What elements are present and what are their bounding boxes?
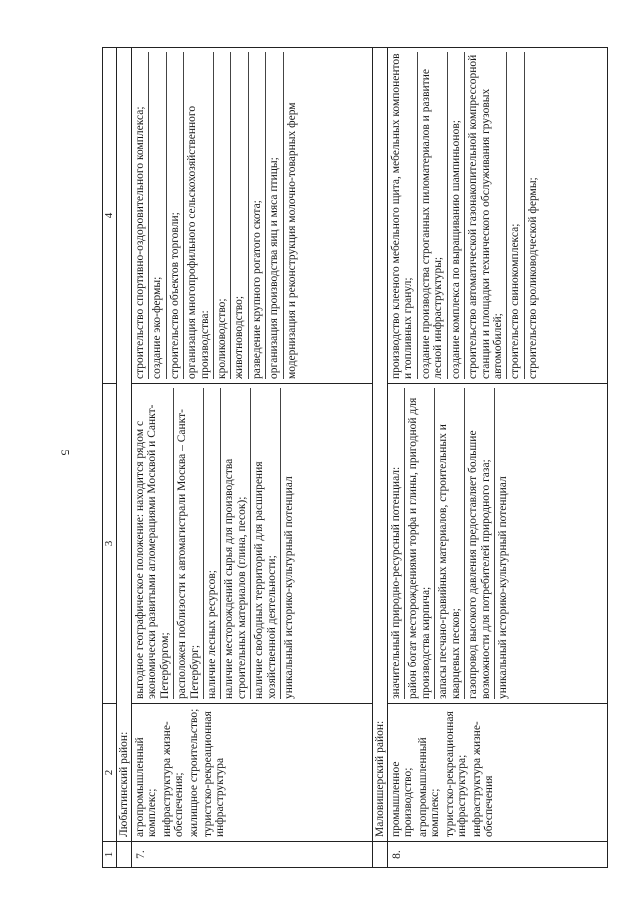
list-item: инфраструктура жизне-обеспечения	[470, 721, 495, 837]
table-row	[132, 48, 373, 868]
list-item: выгодное географическое положение: находится рядом с экономически развитыми агломерациями Москвой и Санкт-Петербургом;	[134, 388, 174, 699]
list-item: инфраструктура жизне-обеспечения;	[160, 721, 186, 837]
list-item: уникальный историко-культурный потенциал	[496, 476, 509, 699]
list-item: агропромышленный комплекс;	[134, 737, 159, 837]
column-header: 4	[103, 48, 117, 384]
list-item: модернизация и реконструкция молочно-товарных ферм	[285, 102, 298, 379]
rotated-table-container	[102, 48, 608, 868]
sectors-cell	[132, 704, 373, 842]
list-item: строительство автоматической газонакопительной компрессорной станции и площадки технического обслуживания грузовых автомобилей;	[467, 52, 507, 379]
list-item: наличие свободных территорий для расширения хозяйственной деятельности;	[253, 388, 281, 699]
list-item: уникальный историко-культурный потенциал	[283, 476, 296, 699]
list-item: строительство кролиководческой фермы;	[526, 177, 539, 379]
projects-cell	[388, 48, 608, 384]
list-item: значительный природно-ресурсный потенциал:	[390, 388, 405, 699]
districts-table	[102, 47, 608, 868]
list-item: расположен поблизости к автомагистрали Москва – Санкт-Петербург;	[176, 388, 204, 699]
list-item: наличие лесных ресурсов;	[206, 388, 221, 699]
list-item: создание комплекса по выращиванию шампиньонов;	[450, 52, 465, 379]
list-item: организация многопрофильного сельскохозяйственного производства:	[186, 52, 214, 379]
list-item: запасы песчано-гравийных материалов, строительных и кварцевых песков;	[437, 388, 465, 699]
table-header-row	[103, 48, 117, 868]
list-item: строительство спортивно-оздоровительного комплекса;	[134, 52, 149, 379]
district-heading: Маловишерский район:	[373, 48, 388, 842]
list-item: производство клееного мебельного щита, мебельных компонентов и топливных гранул;	[390, 52, 418, 379]
list-item: газопровод высокого давления предоставляет большие возможности для потребителей природного газа;	[467, 388, 495, 699]
list-item: разведение крупного рогатого скота;	[251, 52, 266, 379]
list-item: агропромышленный комплекс;	[416, 737, 442, 837]
table-row	[388, 48, 608, 868]
column-header: 3	[103, 384, 117, 704]
sectors-cell	[388, 704, 608, 842]
row-number: 7.	[132, 842, 373, 868]
advantages-cell	[388, 384, 608, 704]
district-heading-row	[117, 48, 132, 868]
list-item: строительство свинокомплекса;	[509, 52, 524, 379]
list-item: животноводство;	[233, 52, 248, 379]
row-number: 8.	[388, 842, 608, 868]
list-item: организация производства яиц и мяса птицы;	[268, 52, 283, 379]
list-item: район богат месторождениями торфа и глины, пригодной для производства кирпича;	[407, 388, 435, 699]
list-item: создание эко-фермы;	[151, 52, 166, 379]
advantages-cell	[132, 384, 373, 704]
list-item: кролиководство;	[216, 52, 231, 379]
district-heading-row	[373, 48, 388, 868]
list-item: наличие месторождений сырья для производства строительных материалов (глина, песок);	[223, 388, 251, 699]
list-item: промышленное производство;	[390, 761, 415, 837]
list-item: создание производства строганных пиломатериалов и развитие лесной инфраструктуры;	[420, 52, 448, 379]
list-item: туристско-рекреационная инфраструктура	[202, 711, 227, 837]
district-heading: Любытинский район:	[117, 48, 132, 842]
list-item: строительство объектов торговли;	[169, 52, 184, 379]
page-number: 5	[58, 449, 73, 456]
column-header: 2	[103, 704, 117, 842]
list-item: туристско-рекреационная инфраструктура;	[443, 711, 469, 837]
list-item: жилищное строительство;	[187, 708, 200, 837]
column-header: 1	[103, 842, 117, 868]
projects-cell	[132, 48, 373, 384]
